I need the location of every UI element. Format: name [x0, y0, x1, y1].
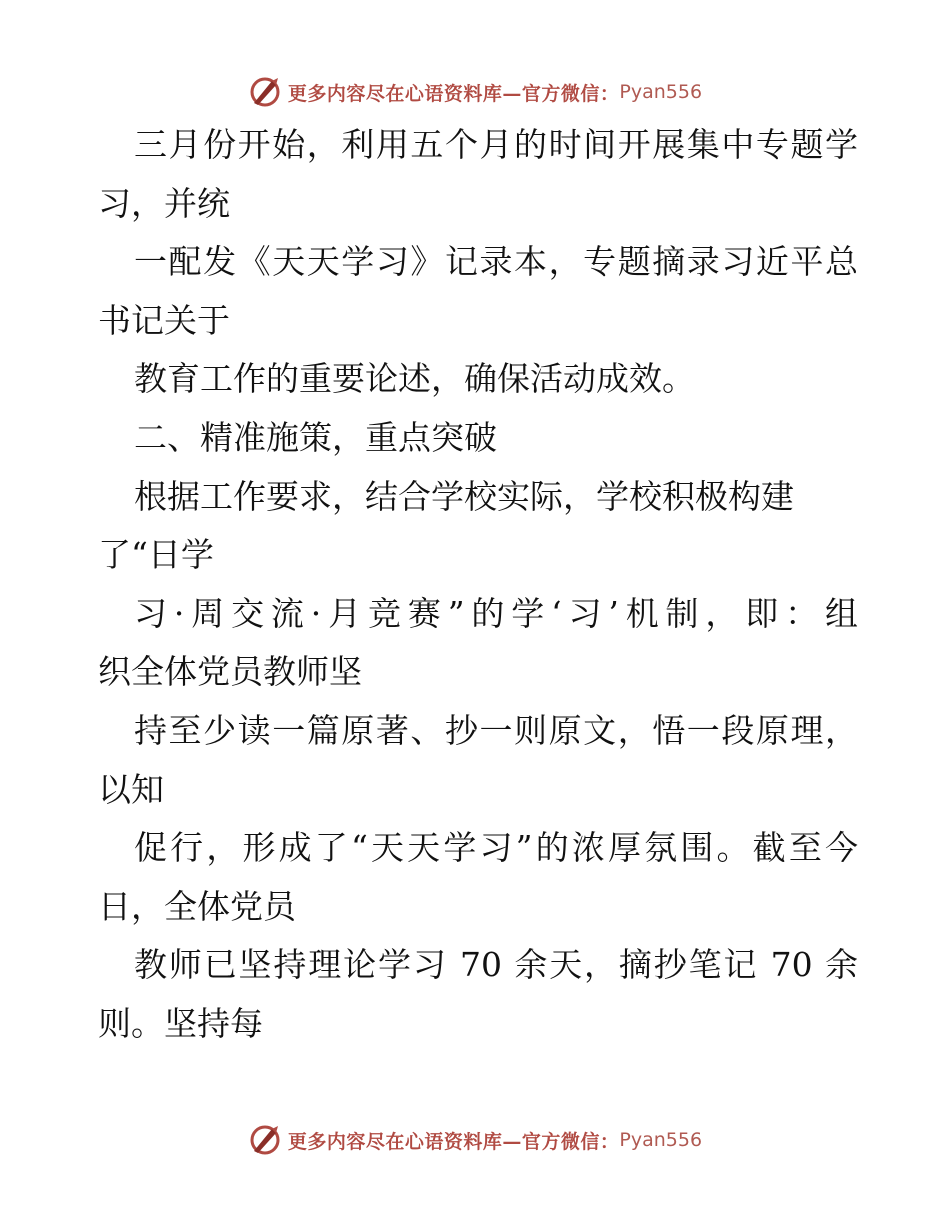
text-line: 一配发《天天学习》记录本，专题摘录习近平总	[134, 242, 858, 282]
text-line: 教师已坚持理论学习 70 余天，摘抄笔记 70 余	[134, 945, 858, 985]
watermark-wechat-id: Pyan556	[619, 81, 703, 103]
watermark-wechat-id: Pyan556	[619, 1129, 703, 1151]
text-line: 则。坚持每	[98, 1003, 263, 1043]
watermark-footer	[0, 1120, 950, 1160]
text-line: 书记关于	[98, 300, 230, 340]
text-line: 以知	[98, 769, 164, 809]
text-line: 促行，形成了“天天学习”的浓厚氛围。截至今	[134, 828, 858, 868]
watermark-text: 更多内容尽在心语资料库—官方微信：	[287, 1130, 620, 1153]
watermark-header	[0, 72, 950, 112]
quill-pen-logo-icon	[248, 1123, 282, 1157]
text-line: 持至少读一篇原著、抄一则原文，悟一段原理，	[134, 710, 858, 750]
text-line: 根据工作要求，结合学校实际，学校积极构建	[134, 476, 794, 516]
text-line: 日，全体党员	[98, 886, 296, 926]
text-line: 习·周交流·月竞赛”的学‘习’机制，即：组	[134, 593, 858, 633]
watermark-text: 更多内容尽在心语资料库—官方微信：	[287, 82, 620, 105]
quill-pen-logo-icon	[248, 75, 282, 109]
text-line: 三月份开始，利用五个月的时间开展集中专题学	[134, 125, 858, 164]
text-line: 教育工作的重要论述，确保活动成效。	[134, 359, 695, 399]
text-line: 了“日学	[98, 535, 214, 575]
text-line: 织全体党员教师坚	[98, 652, 362, 692]
document-body	[98, 116, 858, 1054]
section-heading: 二、精准施策，重点突破	[134, 417, 497, 457]
text-line: 习，并统	[98, 183, 230, 223]
